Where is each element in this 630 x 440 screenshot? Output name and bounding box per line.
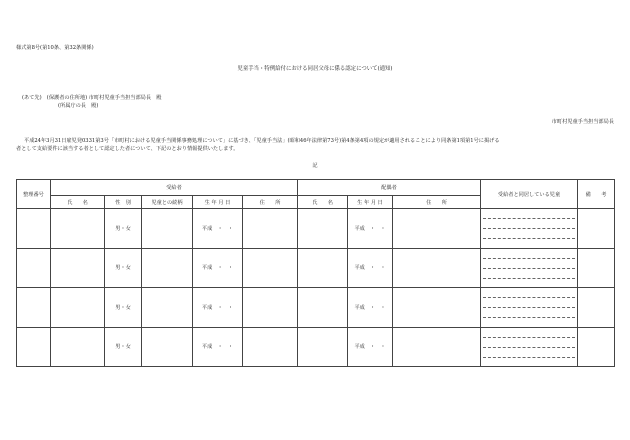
table-row [17, 327, 615, 367]
spouse-address-cell[interactable] [393, 288, 481, 328]
children-cell[interactable] [481, 248, 578, 288]
recipient-address-cell[interactable] [243, 248, 298, 288]
header-recipient-sex: 性 別 [105, 196, 142, 209]
header-spouse: 配偶者 [298, 180, 481, 196]
seiri-cell[interactable] [17, 248, 51, 288]
dotted-divider [483, 218, 575, 219]
table-row [17, 209, 615, 249]
children-cell[interactable] [481, 327, 578, 367]
recipient-address-cell[interactable] [243, 288, 298, 328]
dotted-divider [483, 357, 575, 358]
dotted-divider [483, 347, 575, 348]
form-number: 様式第8号(第10条、第32条関係) [16, 45, 94, 51]
addressee-line-2: (所属庁の長 殿) [58, 103, 99, 109]
spouse-dob-cell[interactable]: 平成 ・ ・ [348, 248, 393, 288]
children-cell[interactable] [481, 288, 578, 328]
dotted-divider [483, 268, 575, 269]
recipient-relation-cell[interactable] [142, 209, 193, 249]
header-spouse-address: 住 所 [393, 196, 481, 209]
dotted-divider [483, 228, 575, 229]
document-title: 児童手当・特例給付における同居父母に係る認定について(通知) [237, 66, 393, 72]
seiri-cell[interactable] [17, 327, 51, 367]
dotted-divider [483, 317, 575, 318]
spouse-name-cell[interactable] [298, 248, 348, 288]
header-cohabiting-children: 受給者と同居している児童 [481, 180, 578, 209]
recipient-name-cell[interactable] [51, 248, 105, 288]
header-recipient-name: 氏 名 [51, 196, 105, 209]
header-spouse-name: 氏 名 [298, 196, 348, 209]
recipient-sex-cell[interactable]: 男・女 [105, 209, 142, 249]
recipient-relation-cell[interactable] [142, 248, 193, 288]
biko-cell[interactable] [578, 248, 615, 288]
body-text-line-2: 者として支給要件に該当する者として認定した者について、下記のとおり情報提供いたします。 [16, 146, 239, 152]
recipient-address-cell[interactable] [243, 209, 298, 249]
dotted-divider [483, 238, 575, 239]
recipient-relation-cell[interactable] [142, 288, 193, 328]
header-recipient-dob: 生 年 月 日 [193, 196, 243, 209]
recipient-dob-cell[interactable]: 平成 ・ ・ [193, 209, 243, 249]
recipient-name-cell[interactable] [51, 209, 105, 249]
spouse-address-cell[interactable] [393, 209, 481, 249]
header-seiri-bango: 整理番号 [17, 180, 51, 209]
header-recipient-address: 住 所 [243, 196, 298, 209]
recipient-sex-cell[interactable]: 男・女 [105, 327, 142, 367]
recipient-table [16, 179, 615, 367]
recipient-address-cell[interactable] [243, 327, 298, 367]
recipient-name-cell[interactable] [51, 288, 105, 328]
addressee-line-1: (あて先) (保護者の住所地) 市町村児童手当担当部局長 殿 [22, 95, 162, 101]
spouse-name-cell[interactable] [298, 288, 348, 328]
recipient-sex-cell[interactable]: 男・女 [105, 288, 142, 328]
table-row [17, 288, 615, 328]
body-text-line-1: 平成24年3月31日雇児発0331第3号「市町村における児童手当関係事務処理について」に基づき、「児童手当法」(昭和46年法律第73号)第4条第4項の規定が適用されることにより同条第1項第1号に掲げる [24, 138, 500, 144]
biko-cell[interactable] [578, 327, 615, 367]
spouse-address-cell[interactable] [393, 248, 481, 288]
ki-heading: 記 [312, 163, 318, 169]
sender: 市町村児童手当担当部局長 [551, 119, 614, 125]
recipient-dob-cell[interactable]: 平成 ・ ・ [193, 327, 243, 367]
header-recipient: 受給者 [51, 180, 298, 196]
seiri-cell[interactable] [17, 209, 51, 249]
spouse-dob-cell[interactable]: 平成 ・ ・ [348, 209, 393, 249]
dotted-divider [483, 258, 575, 259]
header-spouse-dob: 生 年 月 日 [348, 196, 393, 209]
recipient-relation-cell[interactable] [142, 327, 193, 367]
dotted-divider [483, 337, 575, 338]
biko-cell[interactable] [578, 288, 615, 328]
recipient-dob-cell[interactable]: 平成 ・ ・ [193, 248, 243, 288]
spouse-name-cell[interactable] [298, 327, 348, 367]
recipient-sex-cell[interactable]: 男・女 [105, 248, 142, 288]
dotted-divider [483, 297, 575, 298]
dotted-divider [483, 307, 575, 308]
table-row [17, 248, 615, 288]
seiri-cell[interactable] [17, 288, 51, 328]
spouse-dob-cell[interactable]: 平成 ・ ・ [348, 288, 393, 328]
spouse-name-cell[interactable] [298, 209, 348, 249]
spouse-dob-cell[interactable]: 平成 ・ ・ [348, 327, 393, 367]
header-biko: 備 考 [578, 180, 615, 209]
biko-cell[interactable] [578, 209, 615, 249]
header-recipient-relation: 児童との続柄 [142, 196, 193, 209]
recipient-dob-cell[interactable]: 平成 ・ ・ [193, 288, 243, 328]
dotted-divider [483, 278, 575, 279]
spouse-address-cell[interactable] [393, 327, 481, 367]
recipient-name-cell[interactable] [51, 327, 105, 367]
children-cell[interactable] [481, 209, 578, 249]
